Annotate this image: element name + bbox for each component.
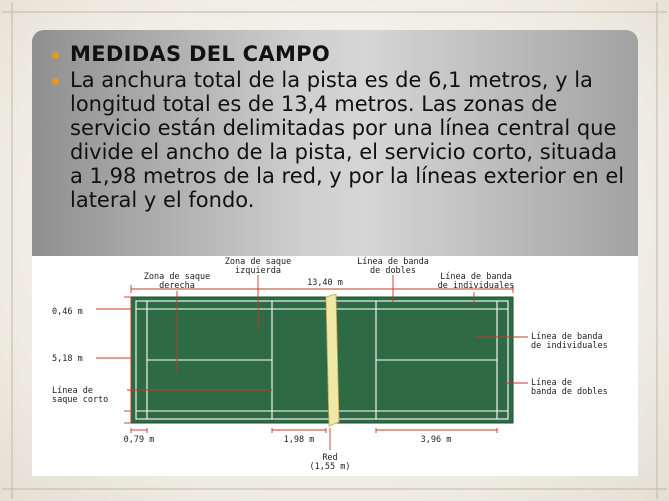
- label-zona-izquierda-2: izquierda: [234, 266, 282, 276]
- label-banda-ind-top-2: de individuales: [437, 281, 515, 291]
- label-length: 13,40 m: [307, 278, 343, 288]
- label-046: 0,46 m: [52, 307, 83, 317]
- label-red-2: (1,55 m): [309, 462, 351, 472]
- label-banda-dobles-right-2: banda de dobles: [531, 387, 608, 397]
- label-518: 5,18 m: [52, 354, 83, 364]
- slide-heading: MEDIDAS DEL CAMPO: [70, 42, 330, 66]
- label-banda-ind-top: Línea de banda: [440, 272, 512, 282]
- label-396: 3,96 m: [420, 435, 452, 445]
- label-079: 0,79 m: [123, 435, 155, 445]
- label-banda-ind-right: Línea de banda: [531, 332, 603, 342]
- label-zona-izquierda: Zona de saque: [224, 257, 292, 267]
- label-198: 1,98 m: [283, 435, 315, 445]
- label-banda-dobles-top: Línea de banda: [357, 257, 429, 267]
- decorative-frame-lines: [2, 2, 667, 499]
- label-saque-corto-2: saque corto: [52, 395, 109, 405]
- label-saque-corto: Línea de: [52, 386, 93, 396]
- label-red: Red: [322, 453, 338, 463]
- label-zona-derecha: Zona de saque: [143, 272, 211, 282]
- label-zona-derecha-2: derecha: [159, 281, 195, 291]
- label-banda-dobles-right: Línea de: [531, 378, 572, 388]
- label-banda-ind-right-2: de individuales: [531, 341, 608, 351]
- slide-paragraph: La anchura total de la pista es de 6,1 metros, y la longitud total es de 13,4 metros. Las zonas de servicio están delimitadas por una línea central que divide el ancho de la pista, el servicio corto, situada a 1,98 metros de la red, y por la líneas exterior en el lateral y el fondo.: [70, 68, 625, 212]
- label-banda-dobles-top-2: de dobles: [369, 266, 417, 276]
